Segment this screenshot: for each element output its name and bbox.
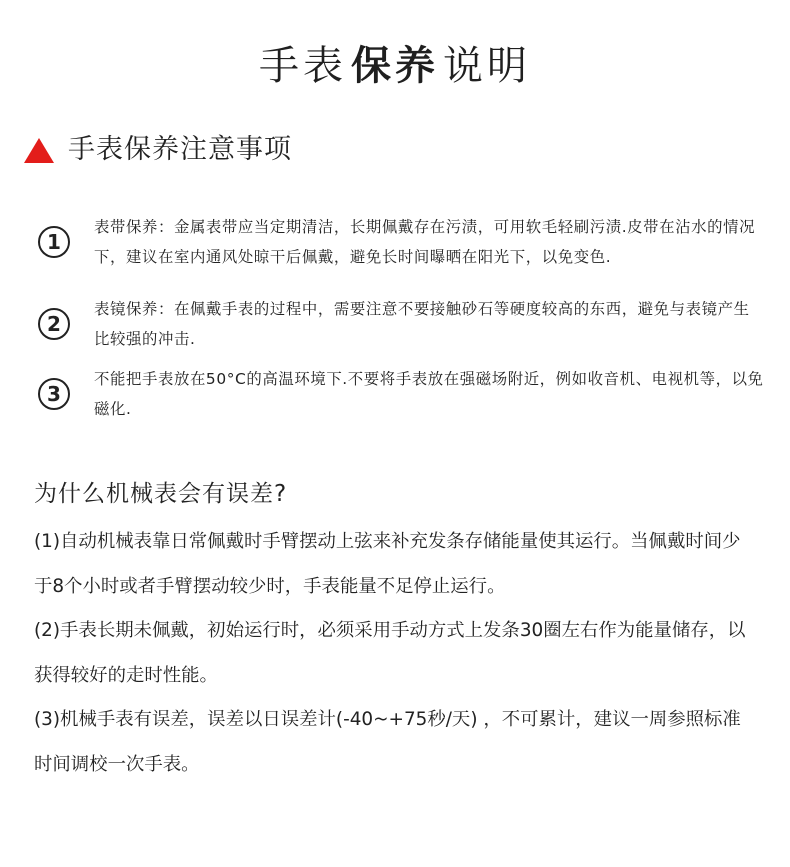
tip-number-badge: 1 [38,226,70,258]
page-title-part1: 手表 [259,43,347,89]
page-title-part3: 说明 [443,43,531,89]
warning-triangle-icon [24,138,54,163]
tip-number-badge: 3 [38,378,70,410]
page-title-part2: 保养 [351,43,439,89]
tip-text: 不能把手表放在50°C的高温环境下.不要将手表放在强磁场附近，例如收音机、电视机等，以免磁化. [94,370,764,418]
faq-answer-3: (3)机械手表有误差，误差以日误差计(-40~+75秒/天) ，不可累计，建议一周参照标准时间调校一次手表。 [34,709,741,775]
tip-text: 表镜保养：在佩戴手表的过程中，需要注意不要接触砂石等硬度较高的东西，避免与表镜产生比较强的冲击. [94,300,750,348]
faq-answer-2: (2)手表长期未佩戴，初始运行时，必须采用手动方式上发条30圈左右作为能量储存，以获得较好的走时性能。 [34,620,746,686]
care-section-title: 手表保养注意事项 [68,134,292,165]
care-section-header [24,130,292,170]
faq-question-heading: 为什么机械表会有误差? [34,481,288,507]
tip-text: 表带保养：金属表带应当定期清洁，长期佩戴存在污渍，可用软毛轻刷污渍.皮带在沾水的情况下，建议在室内通风处晾干后佩戴，避免长时间曝晒在阳光下，以免变色. [94,218,756,266]
page-title [0,38,790,94]
tip-number-badge: 2 [38,308,70,340]
faq-answers [34,520,756,787]
faq-answer-1: (1)自动机械表靠日常佩戴时手臂摆动上弦来补充发条存储能量使其运行。当佩戴时间少于8个小时或者手臂摆动较少时，手表能量不足停止运行。 [34,531,741,597]
